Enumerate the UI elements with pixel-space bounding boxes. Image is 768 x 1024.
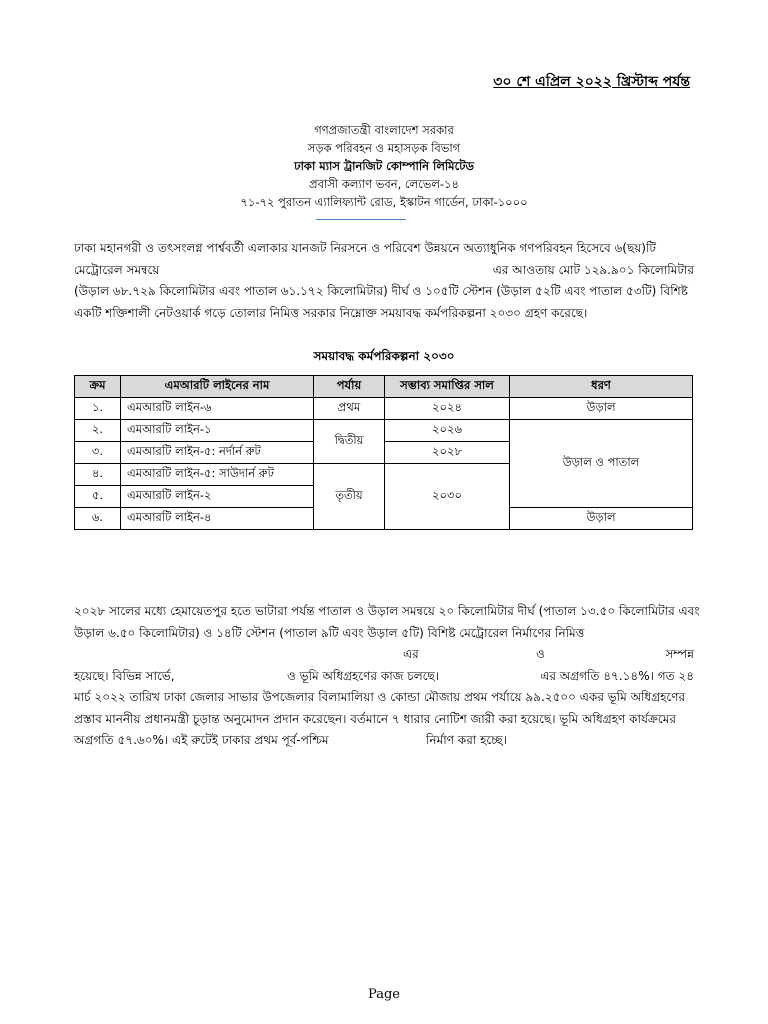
header-completion-year: সম্ভাব্য সমাপ্তির সাল xyxy=(385,376,510,398)
plan-table xyxy=(74,375,693,530)
building-name: প্রবাসী কল্যাণ ভবন, লেভেল-১৪ xyxy=(309,177,459,191)
line5-line-6: প্রস্তাব মাননীয় প্রধানমন্ত্রী চূড়ান্ত অনুমোদন প্রদান করেছেন। বর্তমানে ৭ ধারার নোটিশ জারী করা হয়েছে। ভূমি অধিগ্রহণ কার্যক্রমের xyxy=(74,711,676,726)
line5-line-7-b: নির্মাণ করা হচ্ছে। xyxy=(426,733,507,747)
line5-paragraph xyxy=(74,601,700,752)
line5-line-4 xyxy=(74,666,694,688)
line5-line-7 xyxy=(74,730,694,752)
row-serial: ২. xyxy=(75,420,121,442)
row-serial: ৫. xyxy=(75,486,121,508)
table-row xyxy=(75,420,693,442)
line5-line-4-b: ও ভূমি অধিগ্রহণের কাজ চলছে। xyxy=(287,668,440,683)
line5-line-2: উড়াল ৬.৫০ কিলোমিটার) ও ১৪টি স্টেশন (পাতাল ৯টি এবং উড়াল ৫টি) বিশিষ্ট মেট্রোরেল নির্মাণের নিমিত্ত xyxy=(74,625,585,640)
table-row xyxy=(75,398,693,420)
row-line-name: এমআরটি লাইন-১ xyxy=(121,420,314,442)
company-name: ঢাকা ম্যাস ট্রানজিট কোম্পানি লিমিটেড xyxy=(294,159,474,173)
row-line-name: এমআরটি লাইন-৫: সাউদার্ন রুট xyxy=(121,464,314,486)
header-line-name: এমআরটি লাইনের নাম xyxy=(121,376,314,398)
table-header-row xyxy=(75,376,693,398)
row-year: ২০২৬ xyxy=(385,420,510,442)
division-name: সড়ক পরিবহন ও মহাসড়ক বিভাগ xyxy=(307,141,461,155)
row-serial: ৪. xyxy=(75,464,121,486)
row-type: উড়াল xyxy=(510,508,693,530)
row-line-name: এমআরটি লাইন-২ xyxy=(121,486,314,508)
row-phase: দ্বিতীয় xyxy=(314,420,385,464)
intro-line-2 xyxy=(74,260,694,282)
plan-title: সময়াবদ্ধ কর্মপরিকল্পনা ২০৩০ xyxy=(313,349,455,363)
line5-line-3 xyxy=(74,644,694,666)
intro-paragraph xyxy=(74,238,694,324)
line5-line-7-a: অগ্রগতি ৫৭.৬০%। এই রুটেই ঢাকার প্রথম পূর্ব-পশ্চিম xyxy=(74,733,329,747)
row-type: উড়াল xyxy=(510,398,693,420)
row-line-name: এমআরটি লাইন-৬ xyxy=(121,398,314,420)
report-date: ৩০ শে এপ্রিল ২০২২ খ্রিস্টাব্দ পর্যন্ত xyxy=(493,74,690,90)
header-type: ধরণ xyxy=(510,376,693,398)
intro-line-3: (উড়াল ৬৮.৭২৯ কিলোমিটার এবং পাতাল ৬১.১৭২ কিলোমিটার) দীর্ঘ ও ১০৫টি স্টেশন (উড়াল ৫২টি এবং পাতাল ৫৩টি) বিশিষ্ট xyxy=(74,284,688,298)
govt-name: গণপ্রজাতন্ত্রী বাংলাদেশ সরকার xyxy=(314,123,454,137)
row-type: উড়াল ও পাতাল xyxy=(510,420,693,508)
intro-line-2-start: মেট্রোরেল সমন্বয়ে xyxy=(74,262,160,277)
page-footer: Page xyxy=(368,987,400,1002)
row-line-name: এমআরটি লাইন-৫: নর্দার্ন রুট xyxy=(121,442,314,464)
address: ৭১-৭২ পুরাতন এ্যালিফ্যান্ট রোড, ইস্কাটন গার্ডেন, ঢাকা-১০০০ xyxy=(240,195,528,209)
row-serial: ১. xyxy=(75,398,121,420)
header-phase: পর্যায় xyxy=(314,376,385,398)
line5-line-3-b: ও xyxy=(536,647,545,661)
line5-line-3-a: এর xyxy=(403,647,419,661)
row-year: ২০৩০ xyxy=(385,464,510,530)
row-serial: ৩. xyxy=(75,442,121,464)
intro-line-2-end: এর আওতায় মোট ১২৯.৯০১ কিলোমিটার xyxy=(492,262,694,277)
intro-line-1: ঢাকা মহানগরী ও তৎসংলগ্ন পার্শ্ববর্তী এলাকার যানজট নিরসনে ও পরিবেশ উন্নয়নে অত্যাধুনিক গণপরিবহন হিসেবে ৬(ছয়)টি xyxy=(74,241,656,255)
line5-line-3-c: সম্পন্ন xyxy=(665,647,694,661)
row-year: ২০২৮ xyxy=(385,442,510,464)
intro-line-4: একটি শক্তিশালী নেটওয়ার্ক গড়ে তোলার নিমিত্ত সরকার নিম্নোক্ত সময়াবদ্ধ কর্মপরিকল্পনা ২০৩০ গ্রহণ করেছে। xyxy=(74,305,588,320)
line5-line-4-c: এর অগ্রগতি ৪৭.১৪%। গত ২৪ xyxy=(540,668,694,683)
header-serial: ক্রম xyxy=(75,376,121,398)
line5-line-5: মার্চ ২০২২ তারিখ ঢাকা জেলার সাভার উপজেলার বিলামালিয়া ও কোন্ডা মৌজায় প্রথম পর্যায়ে ৯৯.২৫০০ একর ভূমি অধিগ্রহণের xyxy=(74,690,686,704)
row-year: ২০২৪ xyxy=(385,398,510,420)
organization-block xyxy=(0,121,768,211)
row-phase: তৃতীয় xyxy=(314,464,385,530)
row-phase: প্রথম xyxy=(314,398,385,420)
line5-line-1: ২০২৮ সালের মধ্যে হেমায়েতপুর হতে ভাটারা পর্যন্ত পাতাল ও উড়াল সমন্বয়ে ২০ কিলোমিটার দীর্ঘ (পাতাল ১৩.৫০ কিলোমিটার এবং xyxy=(74,604,700,618)
row-line-name: এমআরটি লাইন-৪ xyxy=(121,508,314,530)
row-serial: ৬. xyxy=(75,508,121,530)
header-divider xyxy=(316,219,406,220)
line5-line-4-a: হয়েছে। বিভিন্ন সার্ভে, xyxy=(74,668,175,683)
